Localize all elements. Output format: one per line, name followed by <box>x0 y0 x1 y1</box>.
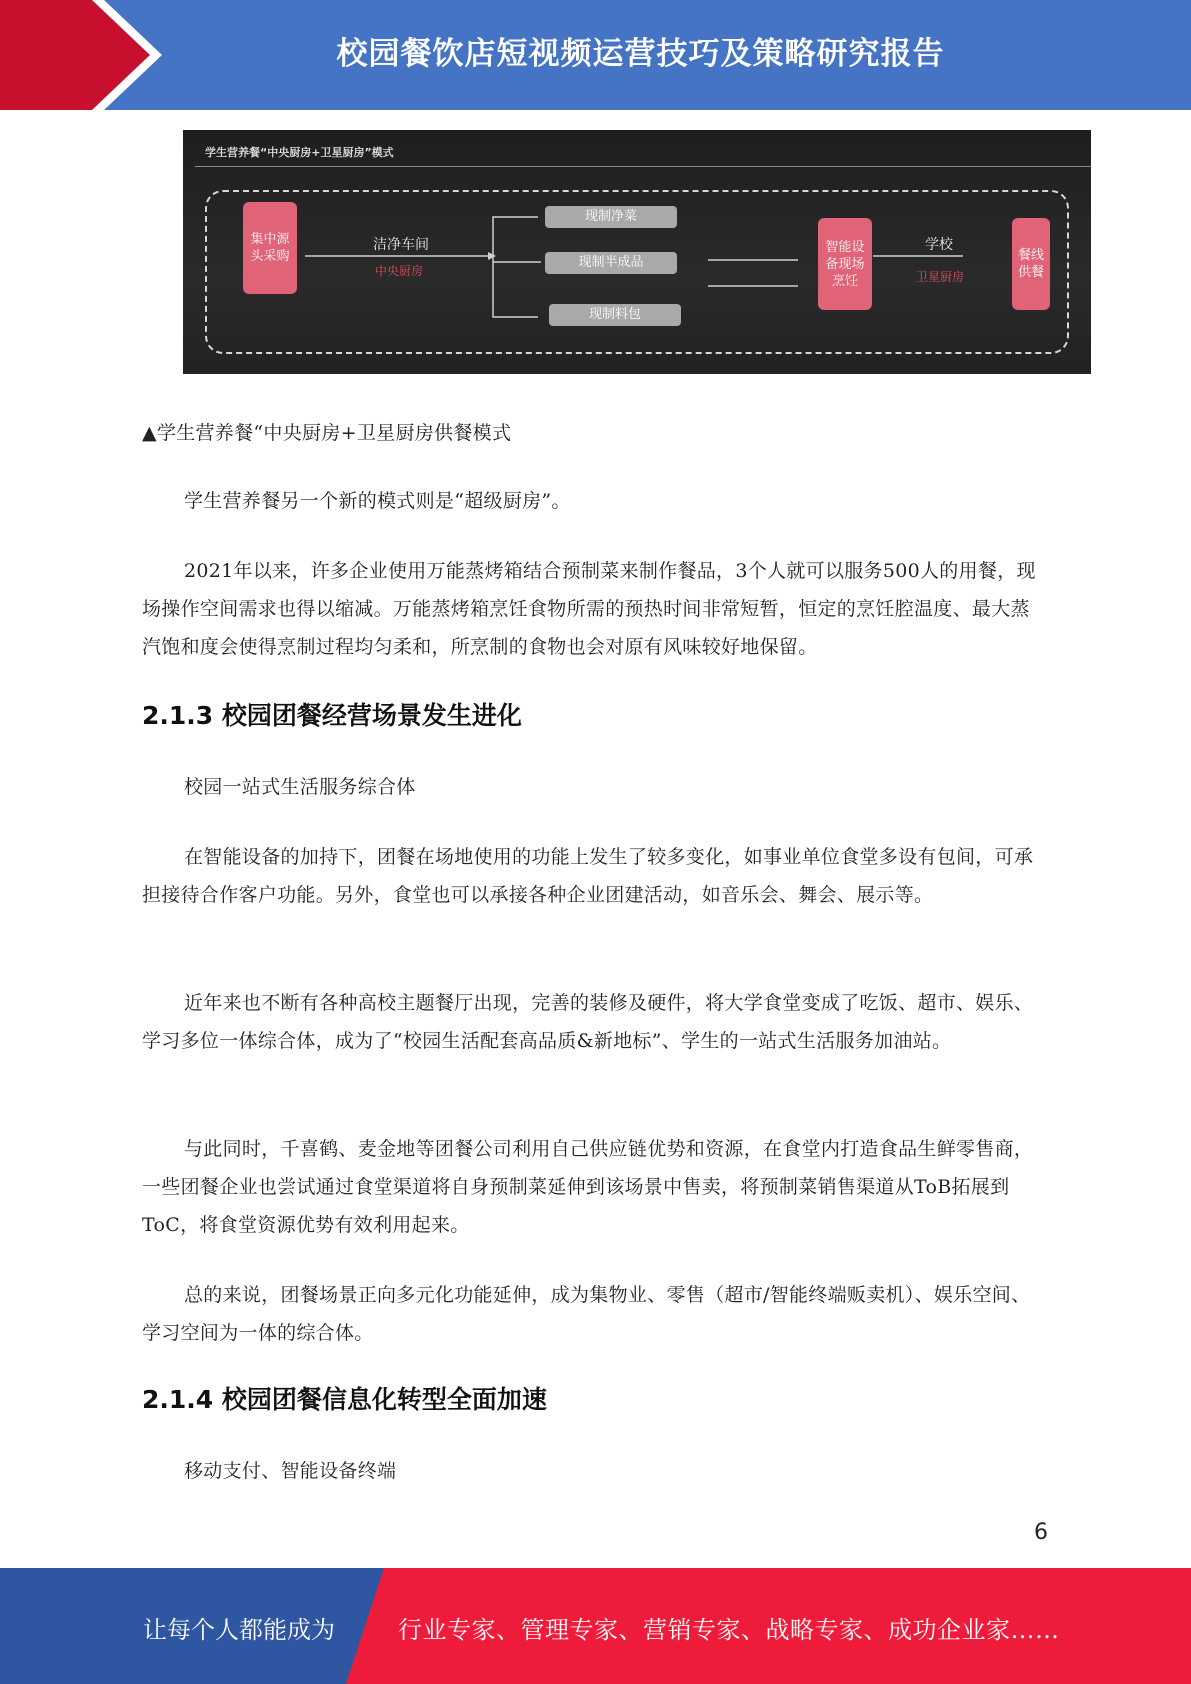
footer-slogan-right: 行业专家、管理专家、营销专家、战略专家、成功企业家…… <box>398 1616 1060 1644</box>
document-title: 校园餐饮店短视频运营技巧及策略研究报告 <box>336 36 945 72</box>
paragraph-combi-oven: 2021年以来，许多企业使用万能蒸烤箱结合预制菜来制作餐品，3个人就可以服务500人的用餐，现场操作空间需求也得以缩减。万能蒸烤箱烹饪食物所需的预热时间非常短暂，恒定的烹饪腔温度、最大蒸汽饱和度会使得烹制过程均匀柔和，所烹制的食物也会对原有风味较好地保留。 <box>142 560 1036 658</box>
footer-slogan-left: 让每个人都能成为 <box>143 1616 335 1644</box>
product-box-clean-veg: 现制净菜 <box>545 206 677 228</box>
product-box-seasoning-pack: 现制料包 <box>549 304 681 326</box>
figure-caption: ▲学生营养餐“中央厨房+卫星厨房供餐模式 <box>142 422 512 444</box>
kitchen-model-diagram <box>183 130 1091 374</box>
paragraph-mobile-payment: 移动支付、智能设备终端 <box>184 1460 397 1482</box>
product-box-semi-finished: 现制半成品 <box>545 252 677 274</box>
paragraph-summary: 总的来说，团餐场景正向多元化功能延伸，成为集物业、零售（超市/智能终端贩卖机）、娱乐空间、学习空间为一体的综合体。 <box>142 1284 1031 1344</box>
meal-serving-box: 餐线供餐 <box>1012 218 1050 310</box>
clean-room-label: 洁净车间 <box>373 237 429 253</box>
central-kitchen-label: 中央厨房 <box>375 264 424 278</box>
section-heading-2-1-3: 2.1.3 校园团餐经营场景发生进化 <box>142 701 522 730</box>
paragraph-one-stop-complex: 校园一站式生活服务综合体 <box>184 776 416 798</box>
paragraph-supply-chain: 与此同时，千喜鹤、麦金地等团餐公司利用自己供应链优势和资源，在食堂内打造食品生鲜零售商，一些团餐企业也尝试通过食堂渠道将自身预制菜延伸到该场景中售卖，将预制菜销售渠道从ToB拓展到ToC，将食堂资源优势有效利用起来。 <box>142 1138 1034 1236</box>
school-label: 学校 <box>925 237 953 253</box>
paragraph-theme-restaurants: 近年来也不断有各种高校主题餐厅出现，完善的装修及硬件，将大学食堂变成了吃饭、超市、娱乐、学习多位一体综合体，成为了“校园生活配套高品质&新地标”、学生的一站式生活服务加油站。 <box>142 992 1034 1052</box>
section-heading-2-1-4: 2.1.4 校园团餐信息化转型全面加速 <box>142 1385 547 1414</box>
satellite-kitchen-label: 卫星厨房 <box>916 270 965 284</box>
paragraph-smart-devices: 在智能设备的加持下，团餐在场地使用的功能上发生了较多变化，如事业单位食堂多设有包间，可承担接待合作客户功能。另外，食堂也可以承接各种企业团建活动，如音乐会、舞会、展示等。 <box>142 846 1034 906</box>
header-band <box>0 0 1191 110</box>
footer-band <box>0 1568 1191 1684</box>
diagram-title: 学生营养餐“中央厨房+卫星厨房”模式 <box>205 146 394 159</box>
page-number: 6 <box>1034 1520 1048 1545</box>
smart-cooking-box: 智能设备现场烹饪 <box>818 218 872 310</box>
paragraph-super-kitchen: 学生营养餐另一个新的模式则是“超级厨房”。 <box>184 490 571 512</box>
source-procurement-box: 集中源头采购 <box>243 202 297 294</box>
